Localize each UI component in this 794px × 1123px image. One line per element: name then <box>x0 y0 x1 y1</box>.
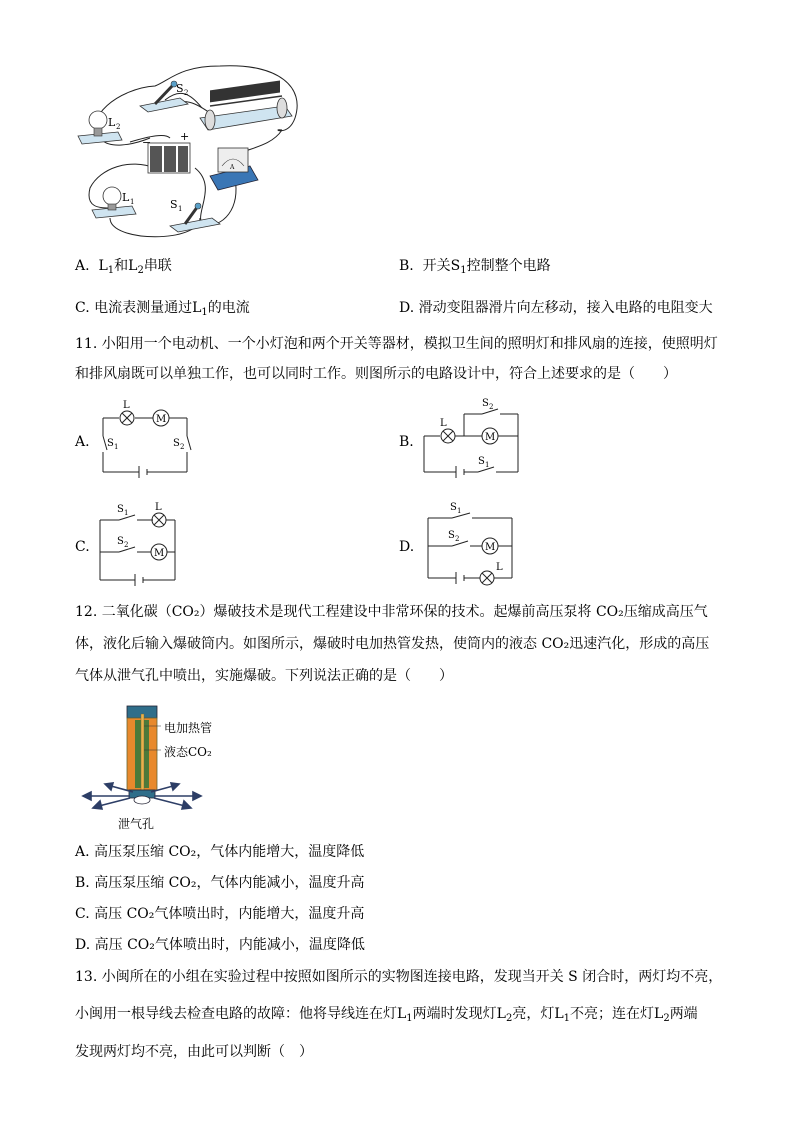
q11-option-b: B. <box>399 434 414 450</box>
l2-symbol: $L_2$ <box>496 1006 513 1024</box>
svg-text:2: 2 <box>455 535 460 543</box>
q11-circuit-b <box>420 398 525 480</box>
svg-text:1: 1 <box>457 507 462 515</box>
svg-text:S: S <box>450 502 457 513</box>
q10-option-a: A. $L_1$和$L_2$串联 <box>75 258 172 276</box>
q13-text-line2: 小闽用一根导线去检查电路的故障：他将导线连在灯$L_1$两端时发现灯$L_2$亮，灯$L_1$不亮；连在灯$L_2$两端 <box>75 1006 698 1024</box>
svg-text:2: 2 <box>489 403 494 411</box>
q12-option-b: B. 高压泵压缩 CO₂，气体内能减小，温度升高 <box>75 875 365 891</box>
svg-text:S: S <box>107 438 114 449</box>
q12-option-a: A. 高压泵压缩 CO₂，气体内能增大，温度降低 <box>75 844 365 860</box>
svg-text:1: 1 <box>114 443 119 451</box>
q10-circuit-figure <box>70 58 310 243</box>
svg-text:2: 2 <box>184 89 189 97</box>
svg-text:S: S <box>170 198 178 211</box>
svg-text:S: S <box>173 438 180 449</box>
svg-text:A: A <box>230 164 235 171</box>
q12-text-line2: 体，液化后输入爆破筒内。如图所示，爆破时电加热管发热，使筒内的液态 CO₂迅速汽化，形成的高压 <box>75 636 710 652</box>
q11-option-c: C. <box>75 539 90 555</box>
svg-text:2: 2 <box>116 123 121 131</box>
svg-text:M: M <box>485 432 496 443</box>
q13-text-line1: 13. 小闽所在的小组在实验过程中按照如图所示的实物图连接电路，发现当开关 S 闭合时，两灯均不亮， <box>75 969 723 985</box>
q10-option-b: B. 开关$S_1$控制整个电路 <box>399 258 551 276</box>
svg-text:L: L <box>122 191 130 204</box>
svg-text:S: S <box>482 398 489 409</box>
rheostat <box>200 80 292 130</box>
l1-symbol: $L_1$ <box>554 1006 571 1024</box>
svg-text:M: M <box>156 414 167 425</box>
svg-text:2: 2 <box>124 541 129 549</box>
svg-text:S: S <box>117 504 124 515</box>
svg-text:S: S <box>176 82 184 95</box>
svg-text:1: 1 <box>124 509 129 517</box>
svg-text:L: L <box>108 116 116 129</box>
svg-text:2: 2 <box>180 443 185 451</box>
q11-circuit-c <box>95 500 180 588</box>
q13-text-line3: 发现两灯均不亮，由此可以判断（ ） <box>75 1044 313 1060</box>
q11-text-line1: 11. 小阳用一个电动机、一个小灯泡和两个开关等器材，模拟卫生间的照明灯和排风扇的连接，使照明灯 <box>75 336 718 352</box>
svg-text:−: − <box>142 136 152 149</box>
q11-option-a: A. <box>75 434 90 450</box>
q11-option-d: D. <box>399 539 415 555</box>
svg-text:1: 1 <box>485 461 490 469</box>
svg-text:1: 1 <box>178 205 183 213</box>
ammeter <box>210 148 258 190</box>
q12-label-liquid: 液态CO₂ <box>164 745 212 759</box>
q10-option-c: C. 电流表测量通过$L_1$的电流 <box>75 300 250 318</box>
svg-text:S: S <box>117 536 124 547</box>
q11-circuit-a <box>95 398 195 480</box>
svg-text:L: L <box>123 400 130 411</box>
svg-text:M: M <box>485 542 496 553</box>
svg-text:+: + <box>180 130 190 143</box>
q11-circuit-d <box>424 500 524 588</box>
svg-text:S: S <box>478 456 485 467</box>
svg-text:S: S <box>448 530 455 541</box>
q12-option-d: D. 高压 CO₂气体喷出时，内能减小，温度降低 <box>75 937 365 953</box>
svg-text:1: 1 <box>130 198 135 206</box>
q12-label-vent: 泄气孔 <box>118 817 155 831</box>
q12-text-line3: 气体从泄气孔中喷出，实施爆破。下列说法正确的是（ ） <box>75 668 453 684</box>
q12-text-line1: 12. 二氧化碳（CO₂）爆破技术是现代工程建设中非常环保的技术。起爆前高压泵将 CO₂压缩成高压气 <box>75 604 708 620</box>
svg-text:L: L <box>496 562 503 573</box>
q11-text-line2: 和排风扇既可以单独工作，也可以同时工作。则图所示的电路设计中，符合上述要求的是（ ） <box>75 366 677 382</box>
svg-text:L: L <box>155 502 162 513</box>
svg-text:L: L <box>440 418 447 429</box>
q12-option-c: C. 高压 CO₂气体喷出时，内能增大，温度升高 <box>75 906 365 922</box>
battery <box>148 143 190 173</box>
q12-label-heater: 电加热管 <box>164 721 213 735</box>
l2-symbol-b: $L_2$ <box>654 1006 670 1024</box>
svg-text:M: M <box>154 548 165 559</box>
q10-option-d: D. 滑动变阻器滑片向左移动，接入电路的电阻变大 <box>399 300 713 316</box>
